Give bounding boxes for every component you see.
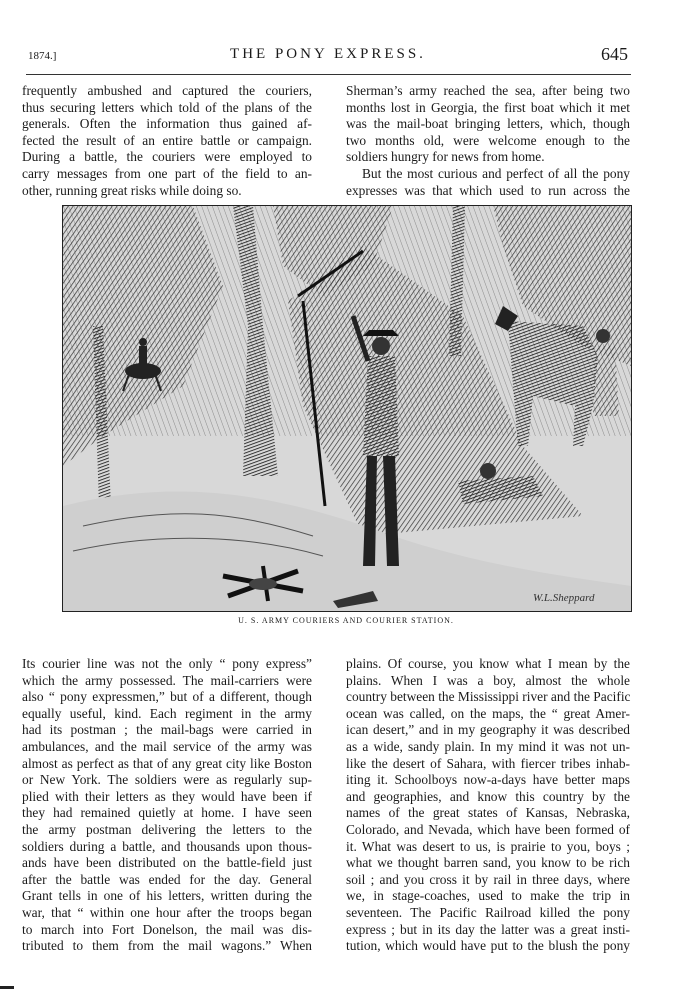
text-line: two months old, were welcome enough to the	[346, 132, 630, 148]
text-line: carry messages from one part of the field to an-	[22, 165, 312, 181]
text-line: express ; but in its day the latter was a great insti-	[346, 921, 630, 937]
illustration-caption: U. S. ARMY COURIERS AND COURIER STATION.	[238, 616, 454, 625]
text-line: seventeen. The Pacific Railroad killed the pony	[346, 904, 630, 920]
text-line: country between the Mississippi river and the Pacific	[346, 689, 631, 705]
header-rule	[26, 74, 631, 75]
text-line: was the mail-boat bringing letters, which, though	[346, 116, 630, 132]
text-line: it. What was desert to us, is prairie to you, boys ;	[346, 838, 630, 854]
column-top-left	[22, 83, 312, 199]
margin-mark	[0, 986, 14, 989]
text-line: thus securing letters which told of the plans of the	[22, 99, 312, 115]
text-line: equally useful, kind. Each regiment in the army	[22, 705, 312, 721]
text-line: like the desert of Sahara, with fiercer tribes inhab-	[346, 755, 630, 771]
text-line: plains. Of course, you know what I mean by the	[346, 656, 630, 671]
text-line: what we thought barren sand, you know to be rich	[346, 855, 630, 871]
text-line: had its postman ; the mail-bags were carried in	[22, 722, 312, 738]
text-line: as a wide, sandy plain. In my mind it was not un-	[346, 738, 630, 754]
text-line: almost as perfect as that of any great city like Boston	[22, 755, 312, 771]
text-line: ands have been distributed on the battle-field just	[22, 855, 312, 871]
text-line: frequently ambushed and captured the couriers,	[22, 83, 312, 98]
text-line: But the most curious and perfect of all the pony	[362, 165, 630, 181]
text-line: which the army possessed. The mail-carriers were	[22, 672, 312, 688]
text-line: iting it. Schoolboys now-a-days have better maps	[346, 772, 630, 788]
artist-signature: W.L.Sheppard	[533, 592, 595, 604]
text-line: soldiers hungry for news from home.	[346, 149, 545, 165]
text-line: fected the result of an entire battle or campaign.	[22, 132, 312, 148]
text-line: other, running great risks while doing so.	[22, 182, 242, 198]
page-number: 645	[601, 44, 628, 64]
text-line: ican desert,” and in my geography it was described	[346, 722, 630, 738]
text-line: Its courier line was not the only “ pony express”	[22, 656, 312, 671]
text-line: months lost in Georgia, the first boat which it met	[346, 99, 630, 115]
forest-scene	[63, 206, 631, 611]
text-line: names of the great states of Kansas, Nebraska,	[346, 805, 630, 821]
text-line: to march into Fort Donelson, the mail was dis-	[22, 921, 312, 937]
volume-year: 1874.]	[28, 50, 57, 62]
text-line: During a battle, the couriers were employed to	[22, 149, 312, 165]
text-line: expresses was that which used to run across the	[346, 182, 630, 198]
text-line: and geographies, and know this country by the	[346, 788, 630, 804]
text-line: Colorado, and Nevada, which have been formed of	[346, 821, 630, 837]
text-line: they had remained quietly at home. I have seen	[22, 805, 312, 821]
text-line: Grant tells in one of his letters, written during the	[22, 888, 312, 904]
text-line: generals. Often the information thus gained af-	[22, 116, 312, 132]
text-line: ocean was called, on the maps, the “ great Amer-	[346, 705, 630, 721]
text-line: tution, which would have put to the blush the pony	[346, 938, 630, 954]
column-bottom-right	[346, 656, 630, 955]
column-bottom-left	[22, 656, 312, 955]
text-line: ambulances, and the mail service of the army was	[22, 738, 312, 754]
text-line: war, that “ within one hour after the troops began	[22, 904, 312, 920]
page-header	[28, 46, 628, 70]
text-line: plied with their letters as they would have been if	[22, 788, 312, 804]
column-top-right	[346, 83, 630, 199]
text-line: soldiers during a battle, and thousands upon thous-	[22, 838, 312, 854]
running-title: THE PONY EXPRESS.	[230, 46, 426, 62]
text-line: or New York. The soldiers were as regularly sup-	[22, 772, 312, 788]
text-line: the army postman delivering the letters to the	[22, 821, 312, 837]
text-line: also “ pony expressmen,” but of a different, though	[22, 689, 312, 705]
text-line: Sherman’s army reached the sea, after being two	[346, 83, 630, 98]
text-line: we, in stage-coaches, used to make the trip in	[346, 888, 630, 904]
engraving-illustration	[62, 205, 632, 612]
text-line: soil ; and you cross it by rail in three days, where	[346, 871, 630, 887]
text-line: plains. When I was a boy, almost the whole	[346, 672, 630, 688]
text-line: tributed to them from the mail wagons.” When	[22, 938, 312, 954]
text-line: after the battle was ended for the day. General	[22, 871, 312, 887]
